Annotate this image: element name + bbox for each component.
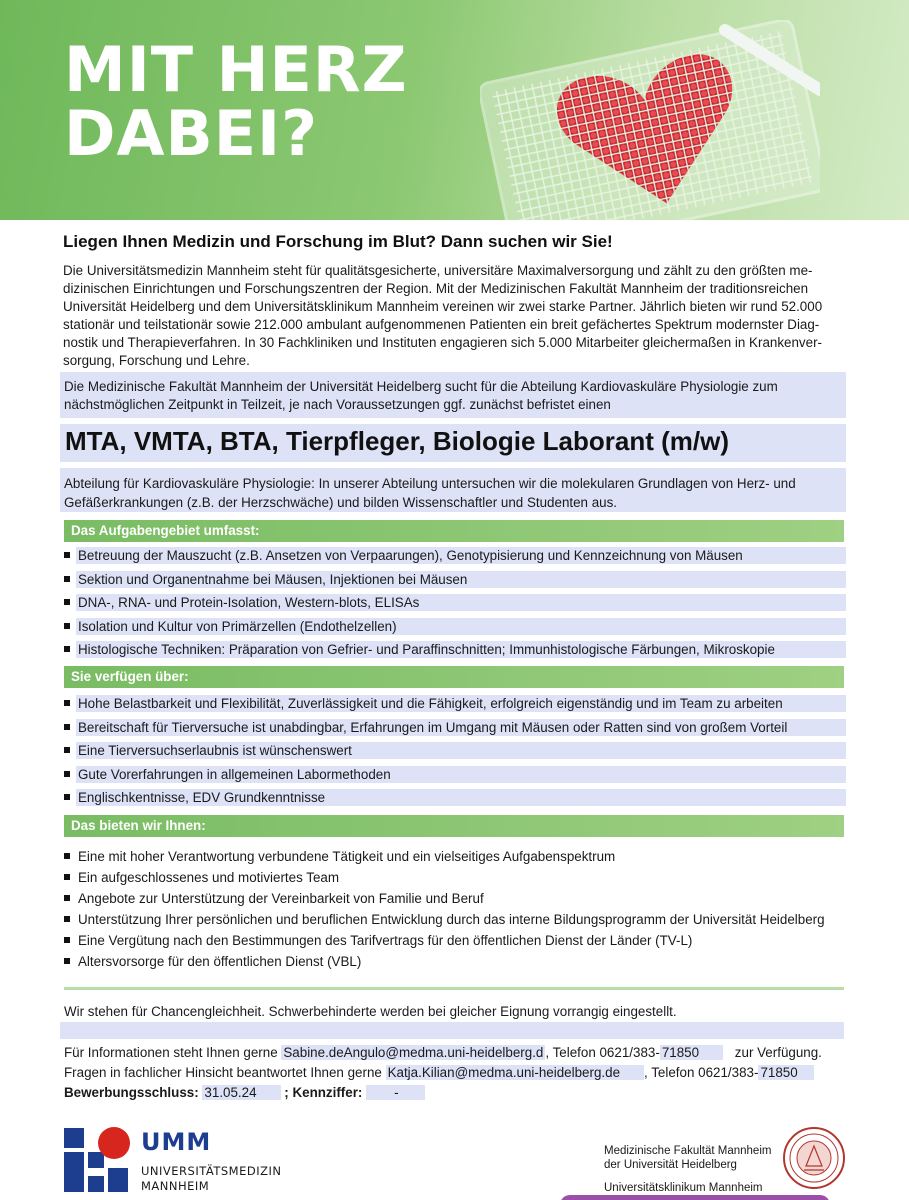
search-line: Die Medizinische Fakultät Mannheim der Universität Heidelberg sucht für die Abteilung Kardiovaskuläre Physiologie zum <box>64 379 778 394</box>
clinic-name: Universitätsklinikum Mannheim <box>604 1182 763 1194</box>
divider <box>64 987 844 990</box>
bullet-icon <box>64 771 70 777</box>
contact-line-2 <box>64 1064 814 1081</box>
intro-line: Universität Heidelberg und dem Universitätsklinikum Mannheim vereinen wir zwei starke Partner. Jährlich bieten wir rund 52.000 <box>63 299 823 314</box>
contact-line-1 <box>64 1044 822 1061</box>
list-item: Betreuung der Mauszucht (z.B. Ansetzen von Verpaarungen), Genotypisierung und Kennzeichnung von Mäusen <box>64 547 846 564</box>
deadline-line <box>64 1084 425 1101</box>
contact-phone-1: 71850 <box>660 1045 723 1060</box>
dept-line: Gefäßerkrankungen (z.B. der Herzschwäche) und bilden Wissenschaftler und Studenten aus. <box>64 495 618 510</box>
hero-banner <box>0 0 909 220</box>
bullet-icon <box>64 794 70 800</box>
contact-text: , Telefon 0621/383- <box>545 1045 660 1060</box>
reference-label: ; Kennziffer: <box>284 1085 363 1100</box>
dept-line: Abteilung für Kardiovaskuläre Physiologie: In unserer Abteilung untersuchen wir die molekularen Grundlagen von Herz- und <box>64 476 796 491</box>
list-item: Hohe Belastbarkeit und Flexibilität, Zuverlässigkeit und die Fähigkeit, erfolgreich eigenständig und im Team zu arbeiten <box>64 695 846 712</box>
search-line: nächstmöglichen Zeitpunkt in Teilzeit, je nach Voraussetzungen ggf. zunächst befristet einen <box>64 397 611 412</box>
department-description <box>60 468 846 512</box>
intro-line: dizinischen Einrichtungen und Forschungszentren der Region. Mit der Medizinischen Fakultät Mannheim der traditionsreichen <box>63 281 809 296</box>
list-item: Gute Vorerfahrungen in allgemeinen Labormethoden <box>64 766 846 783</box>
offers-heading: Das bieten wir Ihnen: <box>64 815 844 837</box>
bullet-icon <box>64 623 70 629</box>
list-item: Isolation und Kultur von Primärzellen (Endothelzellen) <box>64 618 846 635</box>
bullet-icon <box>64 576 70 582</box>
tasks-list <box>64 547 846 665</box>
umm-subtitle-line: MANNHEIM <box>141 1179 210 1193</box>
search-statement <box>60 372 846 418</box>
contact-email-1[interactable]: Sabine.deAngulo@medma.uni-heidelberg.d <box>283 1045 544 1060</box>
list-item: Altersvorsorge für den öffentlichen Dienst (VBL) <box>64 953 846 970</box>
bullet-icon <box>64 916 70 922</box>
bullet-icon <box>64 874 70 880</box>
list-item: Eine Tierversuchserlaubnis ist wünschenswert <box>64 742 846 759</box>
blank-field <box>60 1022 844 1039</box>
list-item: DNA-, RNA- und Protein-Isolation, Western-blots, ELISAs <box>64 594 846 611</box>
reference-value: - <box>366 1085 404 1100</box>
bullet-icon <box>64 958 70 964</box>
umm-subtitle <box>141 1164 281 1194</box>
decorative-arc <box>560 1195 830 1200</box>
list-item: Histologische Techniken: Präparation von Gefrier- und Paraffinschnitten; Immunhistologische Färbungen, Mikroskopie <box>64 641 846 658</box>
job-title: MTA, VMTA, BTA, Tierpfleger, Biologie Laborant (m/w) <box>60 424 846 462</box>
contact-phone-2: 71850 <box>758 1065 813 1080</box>
equal-opportunity-statement: Wir stehen für Chancengleichheit. Schwerbehinderte werden bei gleicher Eignung vorrangig eingestellt. <box>64 1004 677 1019</box>
list-item: Eine Vergütung nach den Bestimmungen des Tarifvertrags für den öffentlichen Dienst der Länder (TV-L) <box>64 932 846 949</box>
faculty-line: Medizinische Fakultät Mannheim <box>604 1145 772 1157</box>
offers-list <box>64 848 846 974</box>
headline: Liegen Ihnen Medizin und Forschung im Blut? Dann suchen wir Sie! <box>63 232 613 251</box>
list-item: Sektion und Organentnahme bei Mäusen, Injektionen bei Mäusen <box>64 571 846 588</box>
intro-line: stationär und teilstationär sowie 212.000 ambulant aufgenommenen Patienten ein breit gefächertes Spektrum modernster Diag- <box>63 317 820 332</box>
bullet-icon <box>64 599 70 605</box>
hero-title <box>64 33 408 170</box>
hero-title-line2: DABEI? <box>64 97 319 170</box>
requirements-heading: Sie verfügen über: <box>64 666 844 688</box>
deadline-value: 31.05.24 <box>202 1085 280 1100</box>
list-item: Bereitschaft für Tierversuche ist unabdingbar, Erfahrungen im Umgang mit Mäusen oder Ratten sind von großem Vorteil <box>64 719 846 736</box>
intro-line: nostik und Therapieverfahren. In 30 Fachkliniken und Instituten engagieren sich 5.000 Mitarbeiter gleichermaßen in Krankenver- <box>63 335 822 350</box>
deadline-label: Bewerbungsschluss: <box>64 1085 199 1100</box>
contact-text: Für Informationen steht Ihnen gerne <box>64 1045 278 1060</box>
requirements-list <box>64 695 846 813</box>
list-item: Unterstützung Ihrer persönlichen und beruflichen Entwicklung durch das interne Bildungsprogramm der Universität Heidelberg <box>64 911 846 928</box>
faculty-name <box>604 1144 771 1172</box>
contact-email-2[interactable]: Katja.Kilian@medma.uni-heidelberg.de <box>386 1065 644 1080</box>
tasks-heading: Das Aufgabengebiet umfasst: <box>64 520 844 542</box>
hero-title-line1: MIT HERZ <box>64 33 408 106</box>
faculty-line: der Universität Heidelberg <box>604 1159 737 1171</box>
bullet-icon <box>64 646 70 652</box>
contact-text: Fragen in fachlicher Hinsicht beantwortet Ihnen gerne <box>64 1065 382 1080</box>
umm-subtitle-line: UNIVERSITÄTSMEDIZIN <box>141 1164 282 1178</box>
intro-line: Die Universitätsmedizin Mannheim steht für qualitätsgesicherte, universitäre Maximalversorgung und zählt zu den größten me- <box>63 263 813 278</box>
bullet-icon <box>64 853 70 859</box>
contact-text: , Telefon 0621/383- <box>644 1065 759 1080</box>
intro-line: sorgung, Forschung und Lehre. <box>63 353 250 368</box>
intro-paragraph <box>63 262 845 370</box>
list-item: Englischkentnisse, EDV Grundkenntnisse <box>64 789 846 806</box>
list-item: Eine mit hoher Verantwortung verbundene Tätigkeit und ein vielseitiges Aufgabenspektrum <box>64 848 846 865</box>
bullet-icon <box>64 747 70 753</box>
list-item: Ein aufgeschlossenes und motiviertes Team <box>64 869 846 886</box>
contact-text: zur Verfügung. <box>734 1045 822 1060</box>
list-item: Angebote zur Unterstützung der Vereinbarkeit von Familie und Beruf <box>64 890 846 907</box>
bullet-icon <box>64 937 70 943</box>
bullet-icon <box>64 724 70 730</box>
umm-wordmark: UMM <box>141 1128 212 1156</box>
university-seal-icon <box>782 1126 846 1190</box>
bullet-icon <box>64 700 70 706</box>
bullet-icon <box>64 552 70 558</box>
bullet-icon <box>64 895 70 901</box>
heart-well-plate-image <box>480 20 820 220</box>
